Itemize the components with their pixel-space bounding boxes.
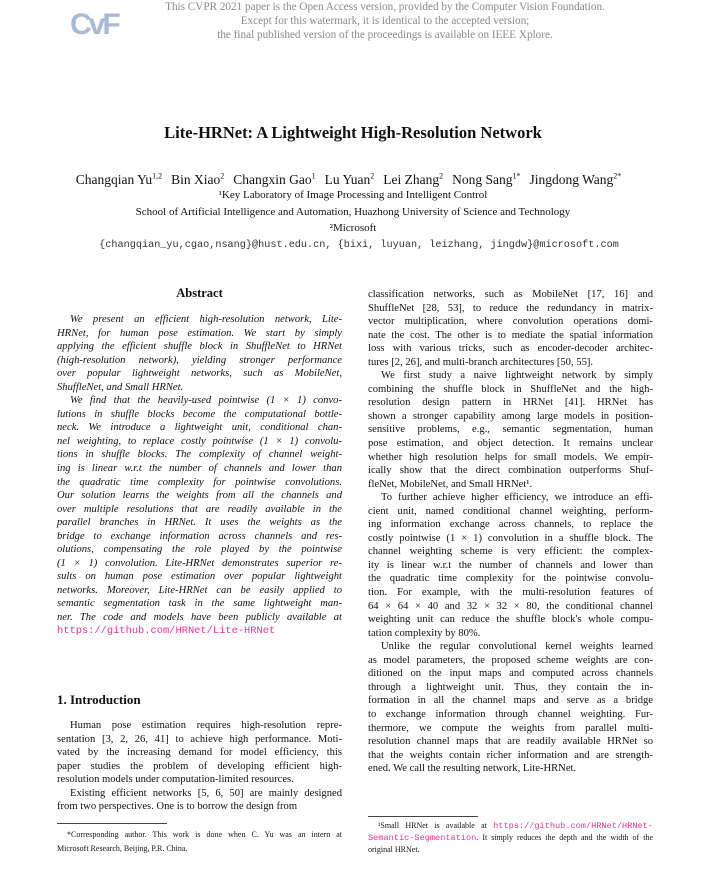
footnote-small-hrnet bbox=[368, 820, 653, 856]
text-line: 64 × 64 × 40 and 32 × 32 × 80, the conditional channel bbox=[368, 600, 653, 612]
intro-continued bbox=[368, 288, 653, 776]
author-emails: {changqian_yu,cgao,nsang}@hust.edu.cn, {bixi, luyuan, leizhang, jingdw}@microsoft.com bbox=[99, 240, 619, 251]
text-line: as model parameters, the proposed scheme weights are con- bbox=[368, 654, 653, 666]
footnote-rule bbox=[57, 823, 167, 824]
intro-heading: 1. Introduction bbox=[57, 692, 141, 707]
text-line: combining the shuffle block in ShuffleNet and the high- bbox=[368, 383, 653, 395]
text-line: semantic segmentation task in the same lightweight man- bbox=[57, 598, 342, 610]
text-line: over multiple resolutions that are readily available in the bbox=[57, 503, 342, 515]
watermark bbox=[150, 0, 620, 42]
text-line: nate the cost. The other is to mediate the spatial information bbox=[368, 329, 653, 341]
abstract-body bbox=[57, 313, 342, 638]
text-line: from two perspectives. One is to borrow the design from bbox=[57, 801, 298, 813]
text-line: shown a stronger capability among large models in position- bbox=[368, 410, 653, 422]
text-line: costly pointwise (1 × 1) convolution in a shuffle block. The bbox=[368, 532, 653, 544]
text-line: cient unit, named conditional channel weighting, perform- bbox=[368, 505, 653, 517]
text-line: ditioned on the input maps and computed across channels bbox=[368, 668, 653, 680]
paper-title: Lite-HRNet: A Lightweight High-Resolution Network bbox=[164, 123, 542, 142]
footnote-link[interactable]: https://github.com/HRNet/HRNet-Semantic-Segmentation bbox=[368, 821, 653, 843]
footnote-text: ¹Small HRNet is available at bbox=[378, 821, 494, 830]
text-line: thermore, we compute the weights from parallel multi- bbox=[368, 722, 653, 734]
text-line: tion. For example, with the multi-resolution features of bbox=[368, 587, 653, 599]
text-line: weighting unit can reduce the shuffle block's whole compu- bbox=[368, 614, 653, 626]
text-line: parallel branches in HRNet. It uses the weights as the bbox=[57, 517, 342, 529]
text-line: resolution design pattern in HRNet [41]. HRNet has bbox=[368, 397, 653, 409]
text-line: Unlike the regular convolutional kernel weights learned bbox=[381, 641, 653, 653]
text-line: We find that the heavily-used pointwise (1 × 1) convo- bbox=[70, 395, 342, 407]
author-name: Lei Zhang bbox=[383, 171, 440, 187]
text-line: bridge to exchange information across channels and res- bbox=[57, 530, 342, 542]
author-affiliation-mark: 2 bbox=[220, 171, 225, 180]
watermark-line: Except for this watermark, it is identical to the accepted version; bbox=[240, 15, 530, 27]
text-line: tions in shuffle blocks. The complexity of channel weight- bbox=[57, 449, 342, 461]
text-line: We first study a naive lightweight network by simply bbox=[381, 370, 653, 382]
text-line: nel weighting, to replace costly pointwise (1 × 1) convolu- bbox=[57, 435, 342, 447]
text-line: ened. We call the resulting network, Lite-HRNet. bbox=[368, 763, 577, 775]
author bbox=[171, 172, 224, 187]
text-line: classification networks, such as MobileNet [17, 16] and bbox=[368, 289, 653, 300]
text-line: lutions in shuffle blocks become the computational bottle- bbox=[57, 408, 342, 420]
author-affiliation-mark: 1,2 bbox=[152, 171, 163, 180]
abstract-heading: Abstract bbox=[176, 286, 223, 300]
text-line: ity is linear w.r.t the number of channels and lower than bbox=[368, 559, 653, 571]
text-line: fleNet, MobileNet, and Small HRNet¹. bbox=[368, 478, 533, 490]
text-line: Existing efficient networks [5, 6, 50] are mainly designed bbox=[70, 787, 342, 799]
text-line: loss with various tricks, such as encoder-decoder architec- bbox=[368, 343, 653, 355]
text-line: Human pose estimation requires high-resolution repre- bbox=[70, 720, 342, 731]
intro-body bbox=[57, 719, 342, 814]
text-line: that the weights contain richer information and are strength- bbox=[368, 749, 653, 761]
author-affiliation-mark: 2 bbox=[439, 171, 444, 180]
affiliation: School of Artificial Intelligence and Automation, Huazhong University of Science and Technology bbox=[135, 206, 571, 218]
author-affiliation-mark: 2 bbox=[370, 171, 375, 180]
cvf-logo bbox=[70, 4, 118, 41]
author bbox=[452, 172, 520, 187]
affiliation: ¹Key Laboratory of Image Processing and Intelligent Control bbox=[218, 189, 488, 201]
text-line: To further achieve higher efficiency, we introduce an effi- bbox=[381, 492, 653, 504]
text-line: ically show that the direct combination outperforms Shuf- bbox=[368, 465, 653, 477]
text-line: resolution models under computation-limited resources. bbox=[57, 774, 294, 786]
text-line: HRNet, for human pose estimation. We start by simply bbox=[57, 327, 342, 339]
footnote-line: *Corresponding author. This work is done when C. Yu was an intern at bbox=[67, 830, 342, 839]
text-line: We present an efficient high-resolution network, Lite- bbox=[70, 314, 342, 325]
author bbox=[233, 172, 315, 187]
text-line: applying the efficient shuffle block in ShuffleNet to HRNet bbox=[57, 341, 342, 353]
text-line: to exchange information through channel weighting. Fur- bbox=[368, 708, 653, 720]
text-line: tation complexity by 80%. bbox=[368, 627, 481, 639]
text-line: ing is linear w.r.t the number of channels and lower than bbox=[57, 463, 342, 475]
text-line: (high-resolution network), yielding stronger performance bbox=[57, 354, 342, 366]
text-line: paper studies the problem of developing efficient high- bbox=[57, 760, 342, 772]
footnote-corresponding bbox=[57, 829, 342, 856]
footnote-text: . It simply reduces the depth and the width of the original HRNet. bbox=[368, 833, 653, 854]
text-line: formation in all the channel maps and serve as a bridge bbox=[368, 695, 653, 707]
text-line: ShuffleNet [28, 53], to reduce the redundancy in matrix- bbox=[368, 302, 653, 314]
text-line: ner. The code and models have been publicly available at bbox=[57, 612, 342, 624]
author-affiliation-mark: 1 bbox=[311, 171, 316, 180]
text-line: networks. Moreover, Lite-HRNet can be easily applied to bbox=[57, 584, 342, 596]
author bbox=[529, 172, 621, 187]
author-name: Changxin Gao bbox=[233, 171, 312, 187]
author bbox=[76, 172, 162, 187]
text-line: pose estimation, and object detection. It remains unclear bbox=[368, 438, 653, 450]
watermark-line: the final published version of the proceedings is available on IEEE Xplore. bbox=[217, 29, 553, 41]
text-line: over popular lightweight networks, such as MobileNet, bbox=[57, 368, 342, 380]
author-name: Changqian Yu bbox=[75, 171, 153, 187]
author-name: Jingdong Wang bbox=[529, 171, 614, 187]
text-line: the quadratic time complexity for pointwise convolutions. bbox=[57, 476, 342, 488]
text-line: through a lightweight unit. Thus, they contain the in- bbox=[368, 681, 653, 693]
code-link[interactable]: https://github.com/HRNet/Lite-HRNet bbox=[57, 624, 276, 637]
author-affiliation-mark: 1* bbox=[512, 171, 521, 180]
author-name: Lu Yuan bbox=[324, 171, 371, 187]
text-line: ing information exchange across channels, to replace the bbox=[368, 519, 653, 531]
text-line: resolution channel maps that are readily available HRNet so bbox=[368, 736, 653, 748]
text-line: olutions, compensating the role played by the pointwise bbox=[57, 544, 342, 556]
text-line: sensitive problems, e.g., semantic segmentation, human bbox=[368, 424, 653, 436]
text-line: the quadratic time complexity for the pointwise convolu- bbox=[368, 573, 653, 585]
author bbox=[325, 172, 375, 187]
footnote-rule bbox=[368, 816, 478, 817]
author-name: Nong Sang bbox=[452, 171, 513, 187]
text-line: vector multiplication, where convolution operations domi- bbox=[368, 316, 653, 328]
author bbox=[383, 172, 443, 187]
text-line: ShuffleNet, and Small HRNet. bbox=[57, 381, 184, 393]
text-line: channel weighting scheme is very efficient: the complex- bbox=[368, 546, 653, 558]
text-line: whether high resolution helps for small models. We empir- bbox=[368, 451, 653, 463]
text-line: vated by the increasing demand for model efficiency, this bbox=[57, 747, 342, 759]
footnote-line: Microsoft Research, Beijing, P.R. China. bbox=[57, 843, 188, 853]
svg-text:CvF: CvF bbox=[70, 8, 118, 41]
text-line: (1 × 1) convolution. Lite-HRNet demonstrates superior re- bbox=[57, 557, 342, 569]
text-line: tures [2, 26], and multi-branch architectures [50, 55]. bbox=[368, 356, 594, 368]
author-list bbox=[0, 171, 706, 188]
watermark-line: This CVPR 2021 paper is the Open Access version, provided by the Computer Vision Foundation. bbox=[165, 1, 605, 13]
text-line: neck. We introduce a lightweight unit, conditional chan- bbox=[57, 422, 342, 434]
author-name: Bin Xiao bbox=[171, 171, 221, 187]
affiliation: ²Microsoft bbox=[329, 222, 377, 234]
author-affiliation-mark: 2* bbox=[613, 171, 622, 180]
text-line: sentation [3, 2, 26, 41] to achieve high performance. Moti- bbox=[57, 733, 342, 745]
text-line: Our solution learns the weights from all the channels and bbox=[57, 490, 342, 502]
text-line: sults on human pose estimation over popular lightweight bbox=[57, 571, 342, 583]
